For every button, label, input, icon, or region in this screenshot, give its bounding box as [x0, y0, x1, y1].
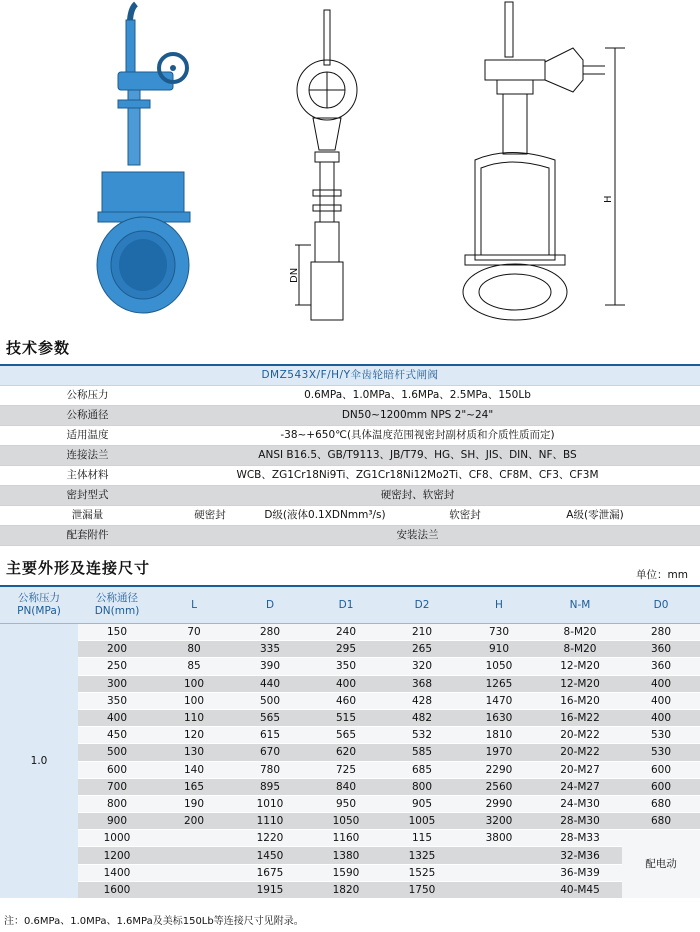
spec-row — [0, 526, 700, 546]
table-cell: 1750 — [384, 881, 460, 898]
table-cell: 130 — [156, 744, 232, 761]
table-cell: 265 — [384, 641, 460, 658]
table-cell: 895 — [232, 778, 308, 795]
table-cell: 725 — [308, 761, 384, 778]
table-cell: 700 — [78, 778, 156, 795]
table-row — [0, 624, 700, 641]
table-cell: 320 — [384, 658, 460, 675]
leak-soft-value: A级(零泄漏) — [566, 509, 624, 521]
table-cell: 1820 — [308, 881, 384, 898]
table-cell: 115 — [384, 830, 460, 847]
table-cell: 910 — [460, 641, 538, 658]
table-cell: 1810 — [460, 727, 538, 744]
table-cell: 1970 — [460, 744, 538, 761]
table-cell: 840 — [308, 778, 384, 795]
table-cell: 1470 — [460, 692, 538, 709]
table-cell: 36-M39 — [538, 864, 622, 881]
table-cell: 1160 — [308, 830, 384, 847]
valve-illustrations — [0, 0, 700, 332]
table-cell — [156, 830, 232, 847]
spec-header-row — [0, 366, 700, 386]
table-cell: 685 — [384, 761, 460, 778]
spec-label: 主体材料 — [66, 469, 109, 481]
table-row — [0, 641, 700, 658]
table-cell: 360 — [622, 641, 700, 658]
table-cell: 1525 — [384, 864, 460, 881]
pn-cell: 1.0 — [0, 624, 78, 899]
spec-label: 泄漏量 — [71, 509, 104, 521]
dims-header: 公称通径 DN(mm) — [78, 586, 156, 624]
spec-table — [0, 364, 700, 546]
table-cell: 20-M22 — [538, 727, 622, 744]
leak-hard-label: 硬密封 — [194, 509, 226, 521]
table-cell: 1600 — [78, 881, 156, 898]
table-cell: 1675 — [232, 864, 308, 881]
table-cell: 28-M30 — [538, 813, 622, 830]
table-cell: 460 — [308, 692, 384, 709]
table-cell: 440 — [232, 675, 308, 692]
table-cell: 335 — [232, 641, 308, 658]
spec-row-leak — [0, 506, 700, 526]
table-cell: 200 — [156, 813, 232, 830]
table-cell: 24-M30 — [538, 795, 622, 812]
table-cell: 28-M33 — [538, 830, 622, 847]
valve-3d-illustration — [88, 0, 208, 330]
table-cell: 100 — [156, 675, 232, 692]
table-cell: 70 — [156, 624, 232, 641]
table-cell: 1265 — [460, 675, 538, 692]
dims-header: L — [156, 586, 232, 624]
table-cell: 1915 — [232, 881, 308, 898]
table-cell: 250 — [78, 658, 156, 675]
table-cell — [156, 847, 232, 864]
table-cell: 530 — [622, 744, 700, 761]
electric-cell: 配电动 — [622, 830, 700, 899]
table-cell: 350 — [308, 658, 384, 675]
table-cell: 12-M20 — [538, 658, 622, 675]
table-cell: 8-M20 — [538, 624, 622, 641]
table-cell: 400 — [622, 709, 700, 726]
table-cell: 620 — [308, 744, 384, 761]
spec-row — [0, 486, 700, 506]
spec-row — [0, 406, 700, 426]
table-cell: 390 — [232, 658, 308, 675]
table-row — [0, 692, 700, 709]
table-cell: 100 — [156, 692, 232, 709]
table-cell: 190 — [156, 795, 232, 812]
table-cell — [460, 847, 538, 864]
table-row — [0, 881, 700, 898]
table-cell: 1630 — [460, 709, 538, 726]
dim-h-label: H — [603, 195, 614, 203]
table-row — [0, 778, 700, 795]
dims-table — [0, 585, 700, 899]
table-cell: 200 — [78, 641, 156, 658]
table-cell: 1010 — [232, 795, 308, 812]
table-cell: 80 — [156, 641, 232, 658]
table-cell: 515 — [308, 709, 384, 726]
table-cell: 1050 — [308, 813, 384, 830]
dim-dn-label: DN — [289, 267, 300, 283]
table-cell: 500 — [78, 744, 156, 761]
table-cell: 240 — [308, 624, 384, 641]
table-cell: 24-M27 — [538, 778, 622, 795]
table-cell: 85 — [156, 658, 232, 675]
dims-header: 公称压力 PN(MPa) — [0, 586, 78, 624]
table-row — [0, 744, 700, 761]
table-cell: 3200 — [460, 813, 538, 830]
table-cell: 585 — [384, 744, 460, 761]
table-cell: 400 — [308, 675, 384, 692]
table-cell: 280 — [232, 624, 308, 641]
spec-value: 0.6MPa、1.0MPa、1.6MPa、2.5MPa、150Lb — [304, 389, 531, 401]
table-cell: 140 — [156, 761, 232, 778]
dims-header: D2 — [384, 586, 460, 624]
spec-row — [0, 446, 700, 466]
table-cell: 670 — [232, 744, 308, 761]
table-cell: 780 — [232, 761, 308, 778]
table-row — [0, 675, 700, 692]
table-cell: 165 — [156, 778, 232, 795]
spec-header: DMZ543X/F/H/Y伞齿轮暗杆式闸阀 — [261, 369, 439, 381]
table-cell: 800 — [78, 795, 156, 812]
table-cell: 3800 — [460, 830, 538, 847]
table-cell: 32-M36 — [538, 847, 622, 864]
table-cell: 368 — [384, 675, 460, 692]
spec-row — [0, 426, 700, 446]
table-cell: 1400 — [78, 864, 156, 881]
table-cell: 40-M45 — [538, 881, 622, 898]
spec-value: 硬密封、软密封 — [380, 489, 455, 501]
spec-label: 适用温度 — [66, 429, 109, 441]
spec-label: 公称压力 — [66, 389, 109, 401]
table-cell: 950 — [308, 795, 384, 812]
table-cell: 730 — [460, 624, 538, 641]
table-cell: 110 — [156, 709, 232, 726]
valve-side-drawing — [285, 0, 385, 330]
table-cell: 428 — [384, 692, 460, 709]
table-cell: 1450 — [232, 847, 308, 864]
table-cell: 1110 — [232, 813, 308, 830]
table-cell: 482 — [384, 709, 460, 726]
spec-row — [0, 386, 700, 406]
table-cell: 450 — [78, 727, 156, 744]
table-cell: 2990 — [460, 795, 538, 812]
dims-header: D1 — [308, 586, 384, 624]
table-cell: 210 — [384, 624, 460, 641]
table-row — [0, 709, 700, 726]
table-cell: 1050 — [460, 658, 538, 675]
spec-value: DN50~1200mm NPS 2"~24" — [341, 409, 494, 421]
table-cell: 295 — [308, 641, 384, 658]
spec-label: 配套附件 — [66, 529, 109, 541]
table-cell: 350 — [78, 692, 156, 709]
table-cell: 800 — [384, 778, 460, 795]
table-cell: 532 — [384, 727, 460, 744]
table-row — [0, 864, 700, 881]
table-cell: 2290 — [460, 761, 538, 778]
spec-value: ANSI B16.5、GB/T9113、JB/T79、HG、SH、JIS、DIN、NF、BS — [258, 449, 577, 461]
valve-front-drawing — [455, 0, 635, 330]
table-row — [0, 658, 700, 675]
table-cell: 300 — [78, 675, 156, 692]
dims-header: D0 — [622, 586, 700, 624]
table-cell: 400 — [622, 675, 700, 692]
table-cell: 615 — [232, 727, 308, 744]
table-cell: 360 — [622, 658, 700, 675]
table-cell: 530 — [622, 727, 700, 744]
leak-soft-label: 软密封 — [449, 509, 481, 521]
table-cell: 400 — [622, 692, 700, 709]
dims-header: D — [232, 586, 308, 624]
table-row — [0, 761, 700, 778]
table-cell: 20-M27 — [538, 761, 622, 778]
unit-label: 单位：mm — [636, 569, 688, 581]
table-cell: 1380 — [308, 847, 384, 864]
dims-section-title: 主要外形及连接尺寸 — [6, 559, 151, 577]
spec-label: 密封型式 — [66, 489, 109, 501]
leak-hard-value: D级(液体0.1XDNmm³/s) — [264, 509, 386, 521]
table-cell — [460, 881, 538, 898]
table-cell: 680 — [622, 813, 700, 830]
table-cell: 1220 — [232, 830, 308, 847]
table-cell: 8-M20 — [538, 641, 622, 658]
table-row — [0, 813, 700, 830]
table-cell: 600 — [78, 761, 156, 778]
table-cell: 565 — [232, 709, 308, 726]
table-cell: 20-M22 — [538, 744, 622, 761]
spec-value: -38~+650℃(具体温度范围视密封副材质和介质性质而定) — [280, 429, 555, 441]
table-cell — [156, 864, 232, 881]
table-cell: 12-M20 — [538, 675, 622, 692]
table-cell: 120 — [156, 727, 232, 744]
table-cell: 900 — [78, 813, 156, 830]
table-row — [0, 795, 700, 812]
table-cell: 1325 — [384, 847, 460, 864]
spec-label: 公称通径 — [66, 409, 109, 421]
table-cell: 905 — [384, 795, 460, 812]
spec-value: WCB、ZG1Cr18Ni9Ti、ZG1Cr18Ni12Mo2Ti、CF8、CF8M、CF3、CF3M — [236, 469, 599, 481]
table-row — [0, 830, 700, 847]
table-cell: 16-M20 — [538, 692, 622, 709]
dims-header: H — [460, 586, 538, 624]
table-cell: 400 — [78, 709, 156, 726]
table-cell: 500 — [232, 692, 308, 709]
table-cell: 680 — [622, 795, 700, 812]
table-cell: 2560 — [460, 778, 538, 795]
table-row — [0, 727, 700, 744]
spec-label: 连接法兰 — [66, 449, 109, 461]
table-cell: 1005 — [384, 813, 460, 830]
table-cell — [460, 864, 538, 881]
table-row — [0, 847, 700, 864]
table-cell: 1590 — [308, 864, 384, 881]
table-cell: 150 — [78, 624, 156, 641]
table-cell: 1200 — [78, 847, 156, 864]
table-cell: 1000 — [78, 830, 156, 847]
table-cell — [156, 881, 232, 898]
spec-row — [0, 466, 700, 486]
table-cell: 16-M22 — [538, 709, 622, 726]
table-cell: 565 — [308, 727, 384, 744]
table-cell: 600 — [622, 778, 700, 795]
spec-section-title: 技术参数 — [6, 339, 71, 357]
table-cell: 600 — [622, 761, 700, 778]
table-cell: 280 — [622, 624, 700, 641]
spec-value: 安装法兰 — [396, 529, 439, 541]
dims-header: N-M — [538, 586, 622, 624]
footnote: 注：0.6MPa、1.0MPa、1.6MPa及美标150Lb等连接尺寸见附录。 — [4, 916, 304, 927]
